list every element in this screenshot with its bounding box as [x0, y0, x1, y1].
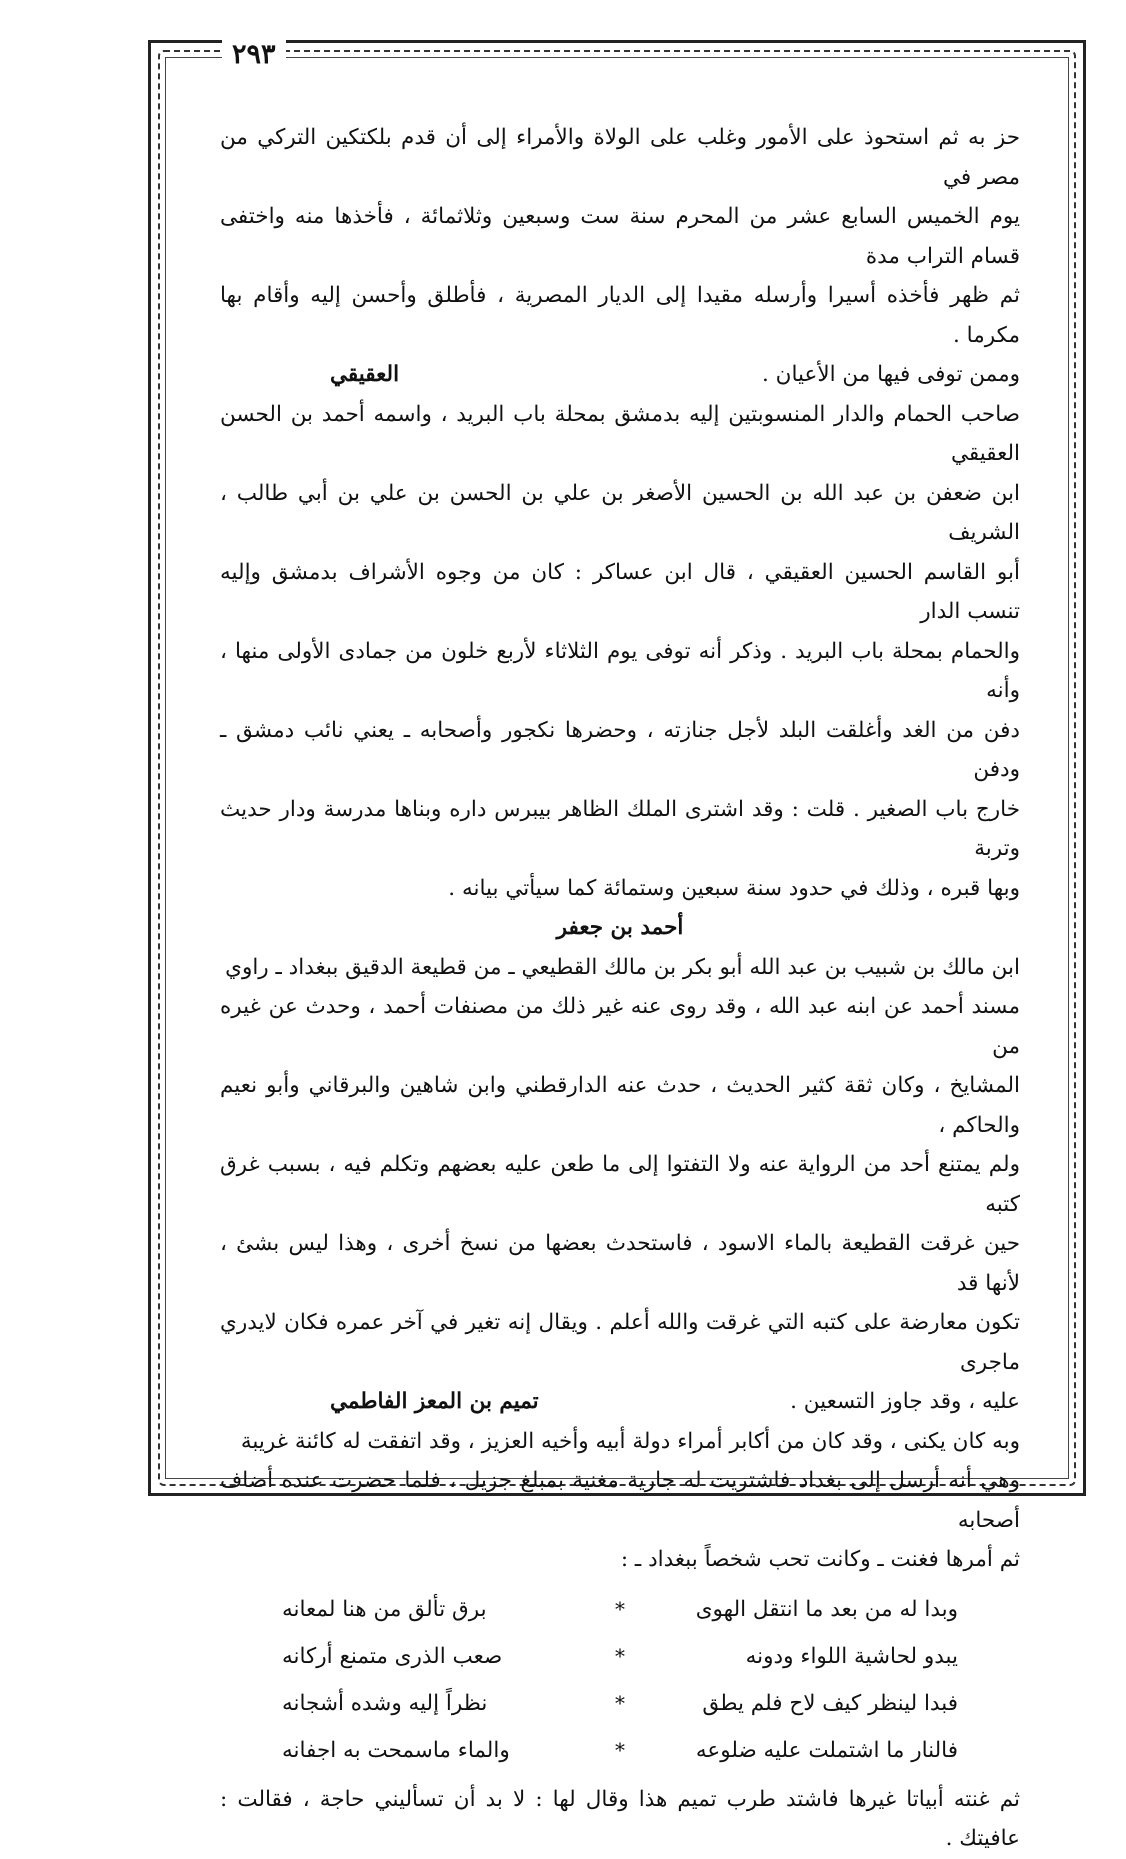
text-line: تكون معارضة على كتبه التي غرقت والله أعلم . ويقال إنه تغير في آخر عمره فكان لايدري ماجرى [220, 1310, 1020, 1375]
closing-text: عليه ، وقد جاوز التسعين . [790, 1389, 1020, 1414]
text-line: يوم الخميس السابع عشر من المحرم سنة ست وسبعين وثلاثمائة ، فأخذها منه واختفى قسام التراب مدة [220, 204, 1020, 269]
text-line: دفن من الغد وأغلقت البلد لأجل جنازته ، وحضرها نكجور وأصحابه ـ يعني نائب دمشق ـ ودفن [220, 717, 1020, 782]
poem-verse [220, 1727, 1020, 1774]
poem-separator: * [615, 1596, 625, 1621]
poem-verse [220, 1586, 1020, 1633]
text-line: صاحب الحمام والدار المنسوبتين إليه بدمشق بمحلة باب البريد ، واسمه أحمد بن الحسن العقيقي [220, 401, 1020, 466]
text-line: وبها قبره ، وذلك في حدود سنة سبعين وستمائة كما سيأتي بيانه . [448, 875, 1020, 901]
text-line: ثم أمرها فغنت ـ وكانت تحب شخصاً ببغداد ـ : [620, 1547, 1020, 1572]
poem [220, 1586, 1020, 1774]
text-line: ثم ظهر فأخذه أسيرا وأرسله مقيدا إلى الديار المصرية ، فأطلق وأحسن إليه وأقام بها مكرما . [220, 283, 1020, 348]
section-heading-tamim: تميم بن المعز الفاطمي [330, 1389, 539, 1414]
page-number: ٢٩٣ [222, 40, 286, 70]
text-line: وبه كان يكنى ، وقد كان من أكابر أمراء دولة أبيه وأخيه العزيز ، وقد اتفقت له كائنة غريبة [240, 1428, 1020, 1454]
poem-hemistich-first: وبدا له من بعد ما انتقل الهوى [695, 1596, 958, 1622]
text-line: حين غرقت القطيعة بالماء الاسود ، فاستحدث بعضها من نسخ أخرى ، وهذا ليس بشئ ، لأنها قد [220, 1231, 1020, 1296]
poem-hemistich-first: فالنار ما اشتملت عليه ضلوعه [695, 1737, 958, 1763]
poem-hemistich-second: برق تألق من هنا لمعانه [282, 1596, 487, 1622]
text-line: أبو القاسم الحسين العقيقي ، قال ابن عساكر : كان من وجوه الأشراف بدمشق وإليه تنسب الدار [220, 559, 1020, 624]
intro-text: وممن توفى فيها من الأعيان . [762, 362, 1020, 387]
text-line: مسند أحمد عن ابنه عبد الله ، وقد روى عنه غير ذلك من مصنفات أحمد ، وحدث عن غيره من [220, 994, 1020, 1059]
text-line: ابن ضعفن بن عبد الله بن الحسين الأصغر بن علي بن الحسن بن علي بن أبي طالب ، الشريف [220, 480, 1020, 545]
text-line: خارج باب الصغير . قلت : وقد اشترى الملك الظاهر بيبرس داره وبناها مدرسة ودار حديث وتربة [220, 796, 1020, 861]
text-line: وهي أنه أرسل إلى بغداد فاشتريت له جارية مغنية بمبلغ جزيل ، فلما حضرت عنده أضاف أصحابه [220, 1468, 1020, 1533]
text-line: حز به ثم استحوذ على الأمور وغلب على الولاة والأمراء إلى أن قدم بلكتكين التركي من مصر في [220, 125, 1020, 190]
poem-hemistich-second: والماء ماسمحت به اجفانه [282, 1737, 510, 1763]
section-heading-ahmad: أحمد بن جعفر [556, 915, 684, 940]
poem-hemistich-second: نظراً إليه وشده أشجانه [282, 1690, 488, 1716]
section-intro-line [220, 355, 1020, 395]
poem-verse [220, 1633, 1020, 1680]
poem-separator: * [615, 1690, 625, 1715]
section-heading-aqiqi: العقيقي [330, 362, 400, 387]
page-body [220, 118, 1020, 1859]
poem-hemistich-first: يبدو لحاشية اللواء ودونه [745, 1643, 958, 1669]
text-line: ثم غنته أبياتا غيرها فاشتد طرب تميم هذا وقال لها : لا بد أن تسأليني حاجة ، فقالت : عافيتك . [220, 1786, 1020, 1851]
section-closing-line [220, 1382, 1020, 1422]
text-line: ابن مالك بن شبيب بن عبد الله أبو بكر بن مالك القطيعي ـ من قطيعة الدقيق ببغداد ـ راوي [225, 954, 1020, 980]
poem-hemistich-first: فبدا لينظر كيف لاح فلم يطق [702, 1690, 958, 1716]
text-line: ولم يمتنع أحد من الرواية عنه ولا التفتوا إلى ما طعن عليه بعضهم وتكلم فيه ، بسبب غرق كتبه [220, 1152, 1020, 1217]
poem-hemistich-second: صعب الذرى متمنع أركانه [282, 1643, 503, 1669]
poem-verse [220, 1680, 1020, 1727]
poem-separator: * [615, 1643, 625, 1668]
poem-separator: * [615, 1737, 625, 1762]
text-line: المشايخ ، وكان ثقة كثير الحديث ، حدث عنه الدارقطني وابن شاهين والبرقاني وأبو نعيم والحاكم ، [220, 1073, 1020, 1138]
text-line: والحمام بمحلة باب البريد . وذكر أنه توفى يوم الثلاثاء لأربع خلون من جمادى الأولى منها ، وأنه [220, 638, 1020, 703]
